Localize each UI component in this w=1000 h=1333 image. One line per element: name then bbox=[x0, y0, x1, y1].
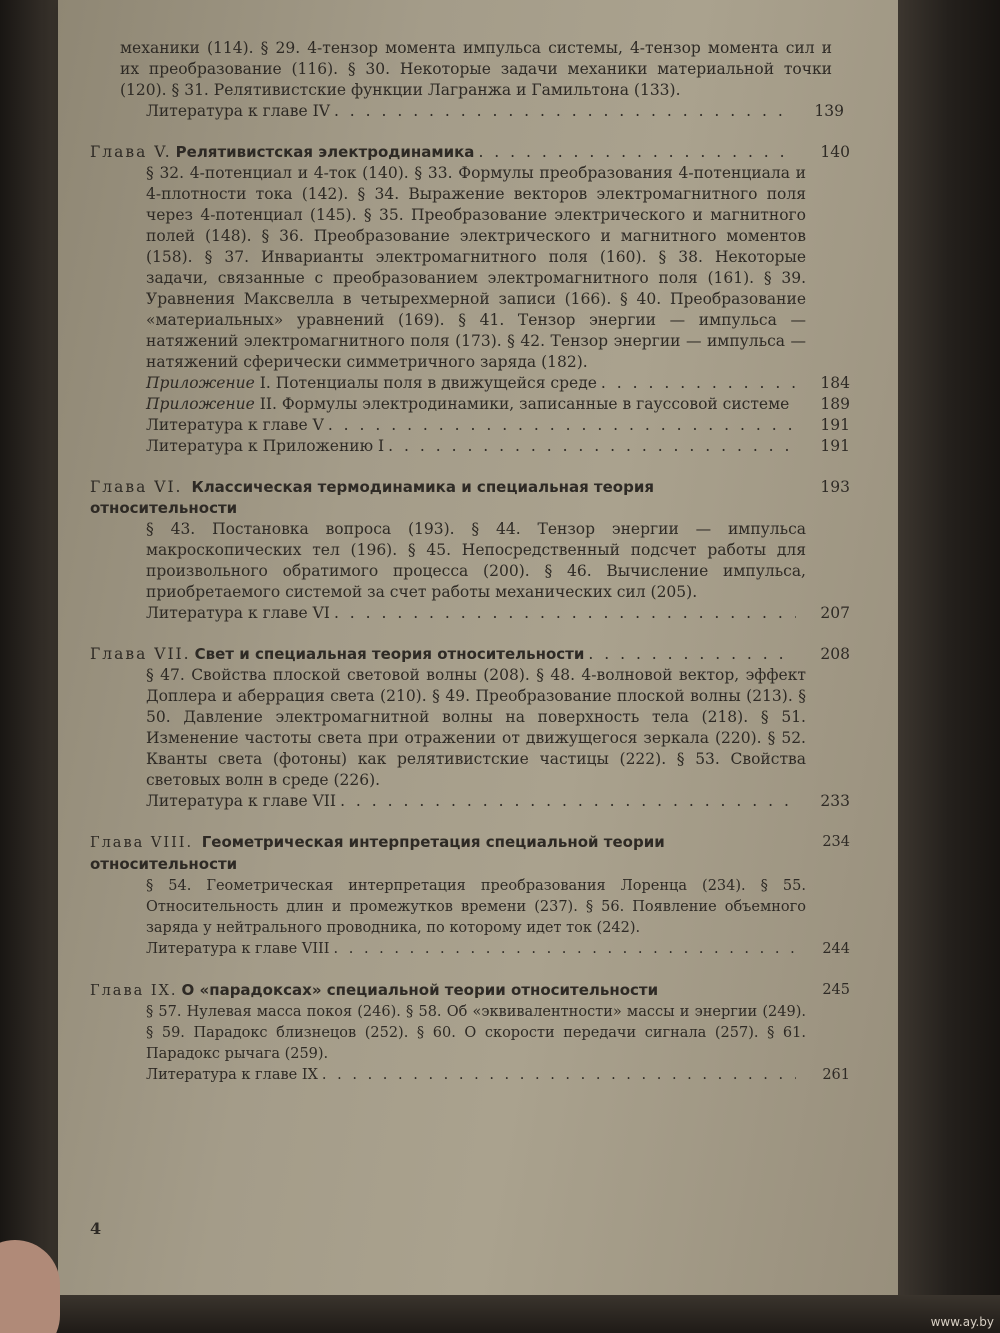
page-ref: 244 bbox=[822, 941, 850, 957]
chapter-title: Свет и специальная теория относительности bbox=[194, 645, 585, 663]
toc-line-lit-ch6 bbox=[90, 603, 850, 624]
toc-line-lit-app1 bbox=[90, 436, 850, 457]
dot-leader bbox=[322, 1065, 796, 1086]
intro-sections: механики (114). § 29. 4-тензор момента импульса системы, 4-тензор момента сил и их преобразование (116). § 30. Некоторые задачи механики материальной точки (120). § 31. Релятивистские функции Лагранжа и Гамильтона (133). bbox=[120, 39, 832, 99]
watermark: www.ay.by bbox=[930, 1315, 994, 1329]
chapter-title: Классическая термодинамика и специальная теория относительности bbox=[90, 478, 654, 517]
chapter-label: Глава VIII. bbox=[90, 835, 194, 851]
lit-label: Литература к главе VII bbox=[146, 792, 337, 810]
chapter-sections-8: § 54. Геометрическая интерпретация преобразования Лоренца (234). § 55. Относительность длин и промежутков времени (237). § 56. Появление объемного заряда у нейтрального проводника, по которому идет ток (242). bbox=[146, 878, 806, 936]
chapter-sections-5: § 32. 4-потенциал и 4-ток (140). § 33. Формулы преобразования 4-потенциала и 4-плотности тока (142). § 34. Выражение векторов электромагнитного поля через 4-потенциал (145). § 35. Преобразование электрического и магнитного полей (148). § 36. Преобразование электрического и магнитного моментов (158). § 37. Инварианты электромагнитного поля (160). § 38. Некоторые задачи, связанные с преобразованием электромагнитного поля (161). § 39. Уравнения Максвелла в четырехмерной записи (166). § 40. Преобразование «материальных» уравнений (169). § 41. Тензор энергии — импульса — натяжений электромагнитного поля (173). § 42. Тензор энергии — импульса — натяжений сферически симметричного заряда (182). bbox=[146, 164, 806, 371]
appendix-label: Приложение bbox=[146, 395, 255, 413]
toc-line-app2 bbox=[90, 394, 850, 415]
dot-leader bbox=[334, 939, 796, 960]
chapter-sections-6: § 43. Постановка вопроса (193). § 44. Тензор энергии — импульса макроскопических тел (196). § 45. Непосредственный подсчет работы для произвольного обратимого процесса (200). § 46. Вычисление импульса, приобретаемого системой за счет работы механических сил (205). bbox=[146, 520, 806, 601]
chapter-heading-8 bbox=[90, 832, 850, 876]
toc-line-lit-ch7 bbox=[90, 791, 850, 812]
dot-leader bbox=[334, 101, 790, 122]
page-ref: 140 bbox=[820, 143, 850, 161]
page-ref: 191 bbox=[820, 437, 850, 455]
intro-entry bbox=[90, 38, 850, 122]
book-bottom-edge bbox=[0, 1295, 1000, 1333]
page-ref: 184 bbox=[820, 374, 850, 392]
lit-label: Литература к главе IV bbox=[146, 102, 330, 120]
chapter-sections-7: § 47. Свойства плоской световой волны (208). § 48. 4-волновой вектор, эффект Доплера и аберрация света (210). § 49. Преобразование плоской волны (213). § 50. Давление электромагнитной волны на поверхность тела (218). § 51. Изменение частоты света при отражении от движущегося зеркала (220). § 52. Кванты света (фотоны) как релятивистские частицы (222). § 53. Свойства световых волн в среде (226). bbox=[146, 666, 806, 789]
page-ref: 193 bbox=[820, 478, 850, 496]
dot-leader bbox=[340, 791, 796, 812]
chapter-title: Геометрическая интерпретация специальной теории относительности bbox=[90, 833, 665, 873]
lit-label: Литература к главе V bbox=[146, 416, 324, 434]
appendix-text: II. Формулы электродинамики, записанные в гауссовой системе bbox=[259, 395, 790, 413]
chapter-heading-7 bbox=[90, 644, 850, 665]
lit-label: Литература к главе IX bbox=[146, 1067, 318, 1083]
toc-line-lit-ch4 bbox=[90, 101, 844, 122]
dot-leader bbox=[478, 142, 796, 163]
page-ref: 261 bbox=[822, 1067, 850, 1083]
appendix-label: Приложение bbox=[146, 374, 255, 392]
toc-line-lit-ch8 bbox=[90, 939, 850, 960]
lit-label: Литература к Приложению I bbox=[146, 437, 385, 455]
page-ref: 208 bbox=[820, 645, 850, 663]
dot-leader bbox=[588, 644, 796, 665]
toc-line-lit-ch9 bbox=[90, 1065, 850, 1086]
lit-label: Литература к главе VIII bbox=[146, 941, 330, 957]
chapter-label: Глава VI. bbox=[90, 478, 183, 496]
page-ref: 234 bbox=[822, 834, 850, 850]
lit-label: Литература к главе VI bbox=[146, 604, 330, 622]
toc-line-app1 bbox=[90, 373, 850, 394]
page-ref: 139 bbox=[814, 102, 844, 120]
page-ref: 189 bbox=[820, 395, 850, 413]
chapter-title: Релятивистская электродинамика bbox=[175, 143, 475, 161]
page-ref: 207 bbox=[820, 604, 850, 622]
chapter-heading-5 bbox=[90, 142, 850, 163]
chapter-label: Глава VII. bbox=[90, 645, 191, 663]
page-ref: 191 bbox=[820, 416, 850, 434]
chapter-heading-6 bbox=[90, 477, 850, 519]
book-edge bbox=[898, 0, 1000, 1333]
book-spine bbox=[0, 0, 58, 1333]
chapter-heading-9 bbox=[90, 980, 850, 1002]
page-number: 4 bbox=[90, 1219, 102, 1238]
chapter-label: Глава IX. bbox=[90, 983, 178, 999]
page-ref: 233 bbox=[820, 792, 850, 810]
dot-leader bbox=[328, 415, 796, 436]
page-ref: 245 bbox=[822, 982, 850, 998]
chapter-label: Глава V. bbox=[90, 143, 172, 161]
chapter-sections-9: § 57. Нулевая масса покоя (246). § 58. Об «эквивалентности» массы и энергии (249). § 59. Парадокс близнецов (252). § 60. О скорости передачи сигнала (257). § 61. Парадокс рычага (259). bbox=[146, 1004, 806, 1062]
chapter-title: О «парадоксах» специальной теории относительности bbox=[181, 981, 659, 999]
table-of-contents bbox=[90, 38, 850, 1238]
dot-leader bbox=[388, 436, 796, 457]
appendix-text: I. Потенциалы поля в движущейся среде bbox=[259, 374, 597, 392]
dot-leader bbox=[601, 373, 796, 394]
dot-leader bbox=[334, 603, 796, 624]
toc-line-lit-ch5 bbox=[90, 415, 850, 436]
